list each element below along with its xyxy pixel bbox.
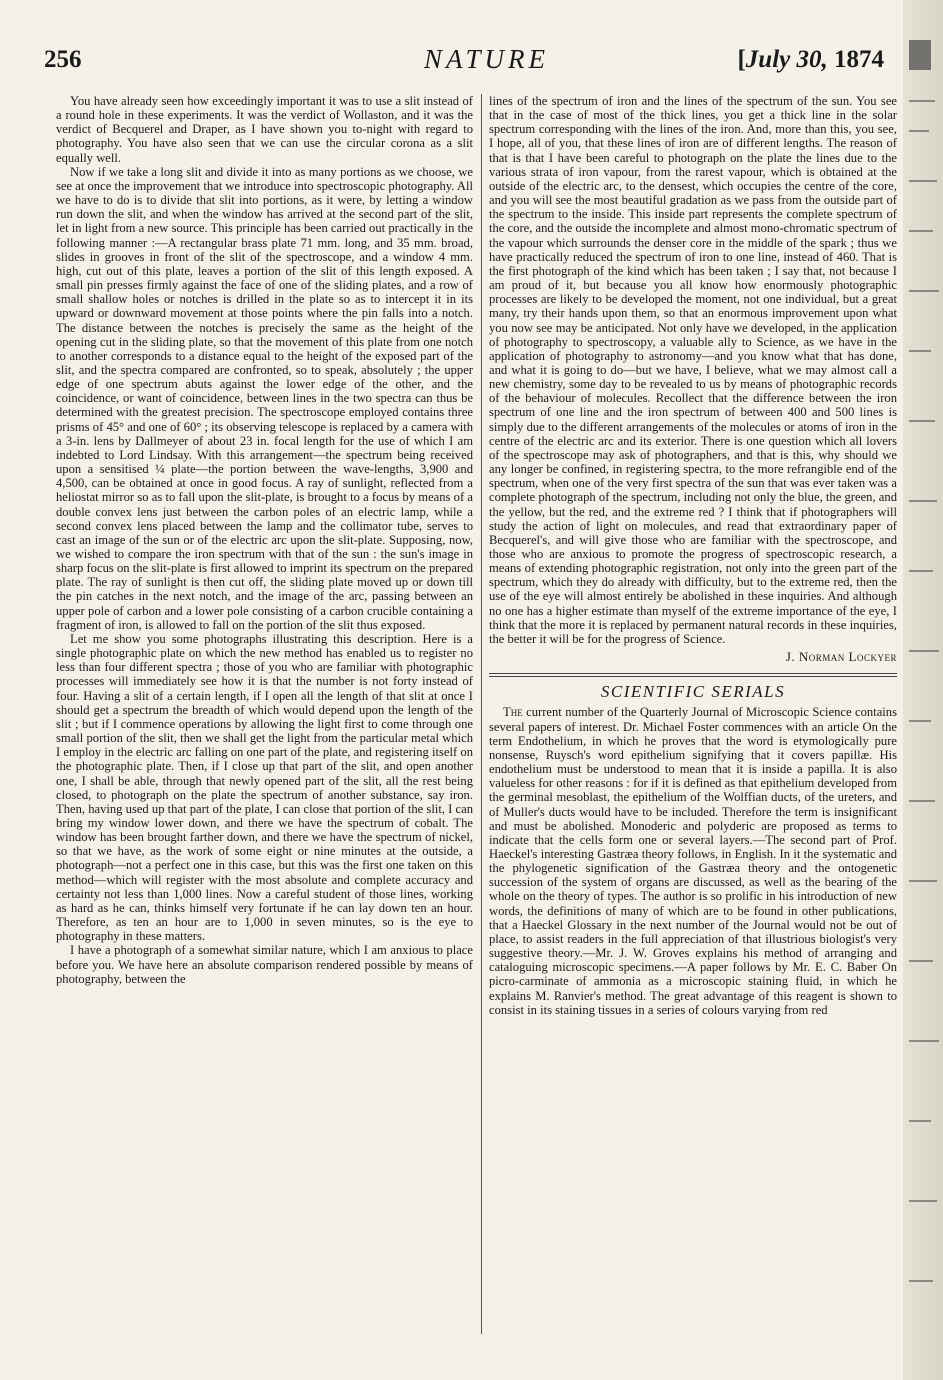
bleed-mark — [909, 40, 931, 70]
bleed-mark — [909, 350, 931, 352]
bleed-mark — [909, 1120, 931, 1122]
section-title: SCIENTIFIC SERIALS — [600, 682, 786, 702]
issue-date-year: 1874 — [827, 46, 884, 73]
paragraph: You have already seen how exceedingly important it was to use a slit instead of a round hole in these experiments. It was the verdict of Wollaston, and it was the verdict of Becquerel and Draper, as I have shown you to-night with regard to photography. You have also seen that we can use the circular corona as a slit equally well. — [56, 94, 473, 165]
paragraph: I have a photograph of a somewhat similar nature, which I am anxious to place before you. We have here an absolute comparison rendered possible by means of photography, between the — [56, 943, 473, 986]
bleed-mark — [909, 1040, 939, 1042]
column-divider — [481, 94, 482, 1334]
paragraph — [489, 705, 897, 1016]
bleed-mark — [909, 130, 929, 132]
bleed-mark — [909, 500, 937, 502]
issue-date-day: July 30, — [745, 46, 828, 73]
right-column — [489, 94, 897, 1017]
journal-title: NATURE — [424, 44, 549, 74]
bleed-mark — [909, 230, 933, 232]
issue-date: [July 30, 1874 — [737, 46, 884, 73]
bleed-mark — [909, 1280, 933, 1282]
bleed-mark — [909, 100, 935, 102]
bleed-mark — [909, 420, 935, 422]
left-column — [56, 94, 473, 986]
author-signature: J. Norman Lockyer — [785, 649, 897, 665]
paragraph: Let me show you some photographs illustrating this description. Here is a single photographic plate on which the new method has enabled us to register no less than four different spectra ; those of you who are familiar with photographic processes will immediately see how it is that the number is not forty instead of four. Having a slit of a certain length, if I open all the length of that slit at once I should get a spectrum the breadth of which would depend upon the length of the slit ; but if I commence operations by allowing the light first to come through one small portion of the slit, then we shall get the light from the particular metal which I employ in the electric arc falling on one part of the plate, and registering itself on the photographic plate. Then, if I close up that part of the slit, and open another one, I shall be able, through that newly opened part of the slit, all the rest being closed, to photograph on the plate the spectrum of another substance, say iron. Then, having used up that part of the plate, I can close that portion of the slit, I can bring my window lower down, and there we have the spectrum of cobalt. The window has been brought farther down, and there we have the spectrum of nickel, so that we have, as the work of some eight or nine minutes at the outside, a photograph—not a perfect one in this case, but this was the first one taken on this method—which will register with the most absolute and complete accuracy and certainty not less than 1,000 lines. Now a careful student of those lines, working as hard as he can, thinks himself very fortunate if he can lay down ten an hour. Therefore, as ten an hour are to 1,000 in seven minutes, so is the eye to photography in these matters. — [56, 631, 473, 944]
lead-word: The — [503, 705, 523, 720]
bleed-mark — [909, 650, 939, 652]
bleed-mark — [909, 290, 939, 292]
adjacent-page-edge — [903, 0, 943, 1380]
bleed-mark — [909, 960, 933, 962]
bleed-mark — [909, 1200, 937, 1202]
page-header — [44, 38, 904, 78]
bleed-mark — [909, 880, 937, 882]
section-divider — [489, 673, 897, 674]
bleed-mark — [909, 800, 935, 802]
bleed-mark — [909, 720, 931, 722]
section-divider — [489, 676, 897, 677]
bleed-mark — [909, 570, 933, 572]
page-number: 256 — [44, 46, 82, 73]
paragraph-text: current number of the Quarterly Journal of Microscopic Science contains several papers of interest. Dr. Michael Foster commences with an article On the term Endothelium, in which he proves that the word is etymologically pure nonsense, Ruysch's word epithelium signifying that it covers papillæ. His endothelium must be understood to mean that it is inside a papilla. It is also valueless for other reasons : for if it is defined as that epithelium developed from the germinal mesoblast, the epithelium of the Wolffian ducts, of the ureters, and of Muller's ducts would have to be included. Therefore the term is insignificant and must be abolished. Monoderic and polyderic are proposed as terms to indicate that the cells form one or several layers.—The second part of Prof. Haeckel's interesting Gastræa theory follows, in English. In it the systematic and the phylogenetic signification of the Gastræa theory and the ontogenetic succession of the system of organs are discussed, as well as the bearing of the whole on the theory of types. The author is so prolific in his introduction of new words, the definitions of many of which are to be found in other publications, that a Haeckel Glossary in the next number of the Journal would not be out of place, to assist readers in the full appreciation of that illustrious biologist's very suggestive theory.—Mr. J. W. Groves explains his method of arranging and cataloguing microscopic specimens.—A paper follows by Mr. E. C. Baber On picro-carminate of ammonia as a microscopic staining fluid, in which he explains M. Ranvier's method. The great advantage of this reagent is shown to consist in its staining tissues in a series of colours varying from red — [489, 705, 897, 1017]
bleed-mark — [909, 180, 937, 182]
paragraph-continued: lines of the spectrum of iron and the lines of the spectrum of the sun. You see that in the case of most of the thick lines, you get a thick line in the solar spectrum corresponding with the lines of the iron. And, more than this, you see, I hope, all of you, that these lines of iron are of different lengths. The reason of that is that I have been careful to photograph on the plate the lines due to the various strata of iron vapour, from the rarest vapour, which is obtained at the outside of the electric arc, to the densest, which occupies the centre of the core, and you will see the most beautiful gradation as we pass from the outside part of the spectrum to the inside. This inside part represents the complete spectrum of the core, and the outside the incomplete and almost mono-chromatic spectrum of the vapour which surrounds the denser core in the middle of the spark ; thus we have practically reduced the spectrum of iron to one line, instead of 460. That is the first photograph of the kind which has been taken ; I say that, not because I am proud of it, but because you all know how enormously photographic processes are likely to be developed the moment, not one individual, but a great many, try their hands upon them, so that an enormous improvement upon what you now see may be anticipated. Not only have we developed, in the application of photography to spectroscopy, a valuable ally to Science, as we have in the application of photography to astronomy—and you know what that has done, and what it is going to do—but we have, I believe, what we may almost call a new chemistry, some day to be revealed to us by means of photographic records of the behaviour of molecules. Recollect that the difference between the iron spectrum of one line and the iron spectrum of between 400 and 500 lines is simply due to the different arrangements of the molecules or atoms of iron in the centre of the electric arc and its exterior. There is one question which all lovers of the spectroscope may ask of photographers, and that is this, why should we any longer be confined, in registering spectra, to the more refrangible end of the spectrum, when one of the very first spectra of the sun that was ever taken was a complete photograph of the spectrum, including not only the blue, the green, and the yellow, but the red, and the extreme red ? I think that if photographers will study the action of light on molecules, and read that extraordinary paper of Becquerel's, and will give those who are familiar with the spectroscope, and those who are anxious to promote the progress of spectroscopic research, a means of extending photographic registration, not only into the green part of the spectrum, which they do already with difficulty, but to the extreme red, then the use of the eye will almost entirely be abolished in these inquiries. And although no one has a higher estimate than myself of the extreme importance of the eye, I think that the more it is replaced by permanent natural records in these inquiries, the better it will be for the progress of Science. — [489, 94, 897, 646]
paragraph: Now if we take a long slit and divide it into as many portions as we choose, we see at once the improvement that we introduce into spectroscopic photography. All we have to do is to divide that slit into portions, as it were, by letting a window run down the slit, and when the window has arrived at the second part of the slit, let in light from a new source. This principle has been carried out practically in the following manner :—A rectangular brass plate 71 mm. long, and 35 mm. broad, slides in grooves in front of the slit of the spectroscope, and a window 4 mm. high, cut out of this plate, leaves a portion of the slit of this length exposed. A small pin presses firmly against the face of one of the sliding plates, and a row of small shallow holes or notches is drilled in the plate so as to intercept it in its upward or downward movement at those points where the pin falls into a notch. The distance between the notches is precisely the same as the height of the opening cut in the sliding plate, so that the movement of this plate from one notch to another corresponds to a distance equal to the height of the exposed part of the slit, and the spectra compared are confronted, so to speak, absolutely ; the upper edge of one spectrum abuts against the lower edge of the other, and the coincidence, or want of coincidence, between lines in the two spectra can thus be determined with the greatest precision. The spectroscope employed contains three prisms of 45° and one of 60° ; its observing telescope is replaced by a camera with a 3-in. lens by Dallmeyer of about 23 in. focal length for the use of which I am indebted to Lord Lindsay. With this arrangement—the spectrum being received upon a sensitised ¼ plate—the portion between the wave-lengths, 3,900 and 4,500, can be obtained at once in good focus. A ray of sunlight, reflected from a heliostat mirror so as to fall upon the slit-plate, is brought to a focus by means of a double convex lens just between the carbon poles of an electric lamp, while a second convex lens placed between the lamp and the collimator tube, serves to cast an image of the sun or of the electric arc upon the slit-plate. Supposing, now, we wished to compare the iron spectrum with that of the sun : the sun's image in sharp focus on the slit-plate is first allowed to imprint its spectrum on the prepared plate. The ray of sunlight is then cut off, the sliding plate moved up or down till the pin catches in the next notch, and the image of the arc, passing between an upper pole of carbon and a lower pole consisting of a carbon crucible containing a fragment of iron, is allowed to fall on the portion of the slit thus exposed. — [56, 164, 473, 632]
